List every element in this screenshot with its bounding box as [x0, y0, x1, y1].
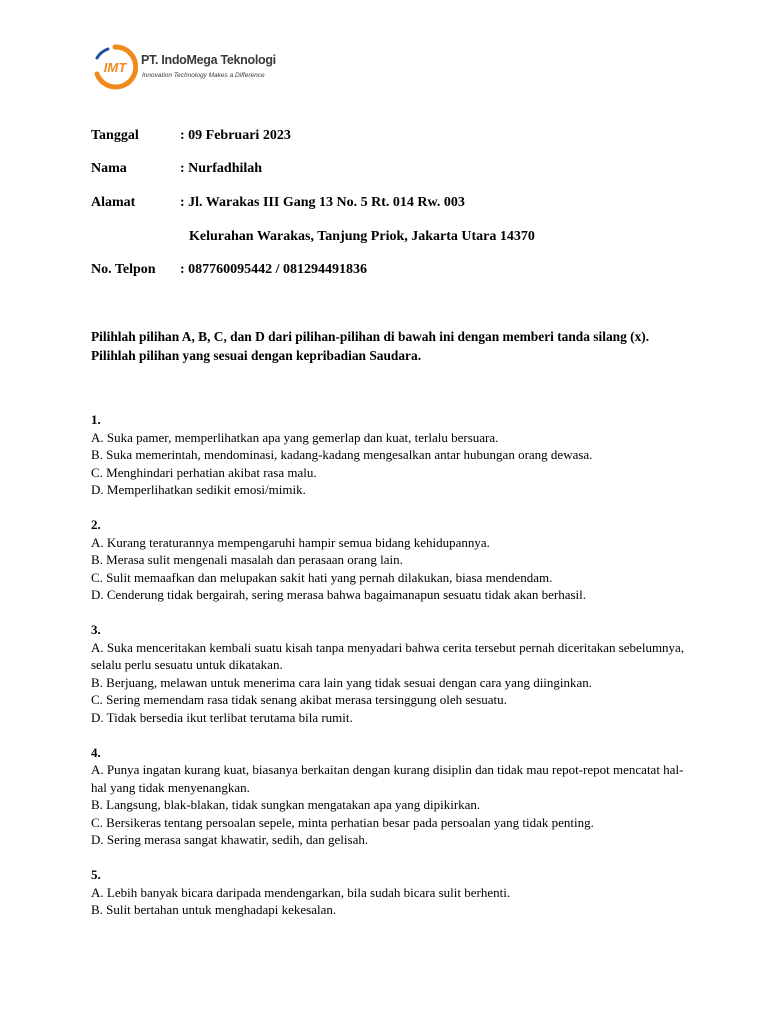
option-b: B. Sulit bertahan untuk menghadapi kekesalan.: [91, 902, 337, 917]
question-3: [91, 621, 691, 726]
question-number: 3.: [91, 622, 101, 637]
option-d: D. Memperlihatkan sedikit emosi/mimik.: [91, 482, 306, 497]
question-2: [91, 516, 691, 604]
nama-value: : Nurfadhilah: [180, 161, 263, 176]
option-a: A. Punya ingatan kurang kuat, biasanya berkaitan dengan kurang disiplin dan tidak mau repot-repot mencatat hal-hal yang tidak menyenangkan.: [91, 762, 684, 795]
tanggal-label: Tanggal: [91, 128, 139, 143]
question-5: [91, 866, 691, 919]
logo-mark-text: IMT: [103, 60, 127, 75]
option-d: D. Cenderung tidak bergairah, sering merasa bahwa bagaimanapun sesuatu tidak akan berhasil.: [91, 587, 587, 602]
telpon-value: : 087760095442 / 081294491836: [180, 262, 368, 277]
alamat-value: : Jl. Warakas III Gang 13 No. 5 Rt. 014 Rw. 003: [180, 195, 465, 210]
option-b: B. Berjuang, melawan untuk menerima cara lain yang tidak sesuai dengan cara yang diinginkan.: [91, 674, 593, 690]
option-a: A. Suka pamer, memperlihatkan apa yang gemerlap dan kuat, terlalu bersuara.: [91, 429, 499, 445]
option-b: B. Langsung, blak-blakan, tidak sungkan mengatakan apa yang dipikirkan.: [91, 797, 481, 812]
tanggal-value: : 09 Februari 2023: [180, 128, 291, 143]
imt-logo-icon: [92, 44, 138, 90]
question-number: 5.: [91, 867, 101, 882]
alamat-value-2: Kelurahan Warakas, Tanjung Priok, Jakarta Utara 14370: [189, 229, 535, 244]
nama-label: Nama: [91, 161, 127, 176]
option-c: C. Sulit memaafkan dan melupakan sakit hati yang pernah dilakukan, biasa mendendam.: [91, 569, 553, 585]
option-a: A. Suka menceritakan kembali suatu kisah tanpa menyadari bahwa cerita tersebut pernah diceritakan sebelumnya, selalu perlu sesuatu untuk dikatakan.: [91, 639, 685, 672]
question-list: [91, 411, 691, 936]
option-c: C. Sering memendam rasa tidak senang akibat merasa tersinggung oleh sesuatu.: [91, 692, 507, 707]
question-1: [91, 411, 691, 499]
question-number: 4.: [91, 744, 101, 760]
option-d: D. Tidak bersedia ikut terlibat terutama bila rumit.: [91, 709, 353, 725]
option-b: B. Merasa sulit mengenali masalah dan perasaan orang lain.: [91, 552, 403, 567]
option-b: B. Suka memerintah, mendominasi, kadang-kadang mengesalkan antar hubungan orang dewasa.: [91, 447, 593, 462]
company-logo: [92, 44, 292, 92]
option-c: C. Bersikeras tentang persoalan sepele, minta perhatian besar pada persoalan yang tidak penting.: [91, 814, 594, 830]
option-d: D. Sering merasa sangat khawatir, sedih, dan gelisah.: [91, 832, 369, 847]
question-4: [91, 744, 691, 849]
logo-tagline: Innovation Technology Makes a Difference: [142, 72, 265, 79]
instruction-text: Pilihlah pilihan A, B, C, dan D dari pilihan-pilihan di bawah ini dengan memberi tanda silang (x). Pilihlah pilihan yang sesuai dengan kepribadian Saudara.: [91, 329, 650, 363]
question-number: 1.: [91, 412, 101, 427]
alamat-label: Alamat: [91, 195, 136, 210]
option-a: A. Lebih banyak bicara daripada mendengarkan, bila sudah bicara sulit berhenti.: [91, 884, 511, 900]
question-number: 2.: [91, 517, 101, 532]
option-c: C. Menghindari perhatian akibat rasa malu.: [91, 464, 317, 480]
telpon-label: No. Telpon: [91, 262, 156, 277]
logo-company-name: PT. IndoMega Teknologi: [141, 53, 276, 67]
option-a: A. Kurang teraturannya mempengaruhi hampir semua bidang kehidupannya.: [91, 534, 490, 550]
